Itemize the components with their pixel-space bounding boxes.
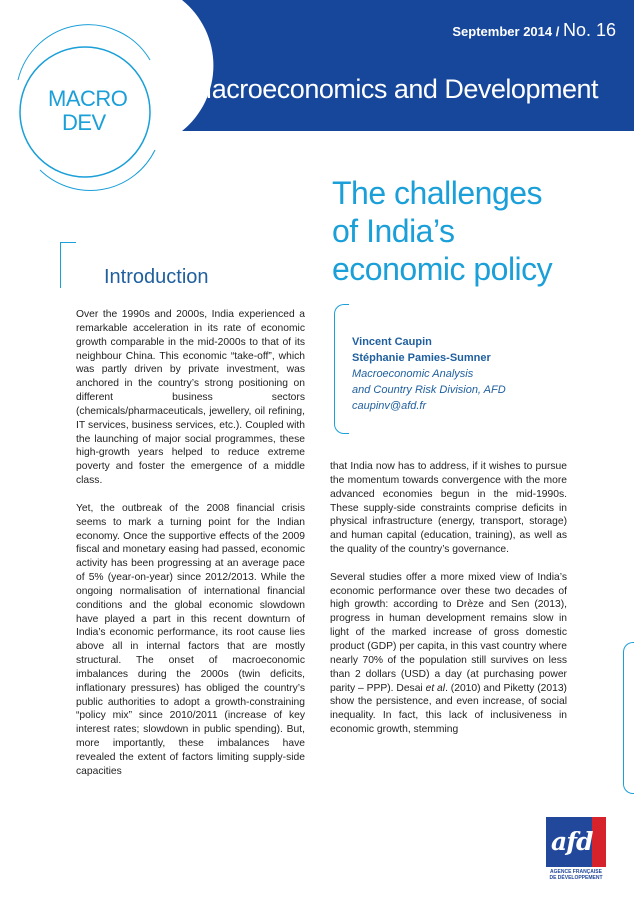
afd-logo	[546, 817, 606, 885]
author-email[interactable]: caupinv@afd.fr	[352, 400, 427, 412]
macrodev-logo-line2: DEV	[62, 110, 106, 135]
afd-caption-line: AGENCE FRANÇAISE	[550, 869, 602, 875]
author-affiliation: Macroeconomic Analysis	[352, 368, 474, 380]
body-paragraph: that India now has to address, if it wishes to pursue the momentum towards convergence with the more advanced economies begun in the mid-1990s. These supply-side constraints comprise deficits in physical infrastructure (energy, transport, storage) and human capital (education, training), as well as the quality of the country’s governance.	[330, 461, 567, 556]
afd-logo-box	[546, 817, 606, 867]
section-heading: Introduction	[104, 266, 209, 288]
author-name: Stéphanie Pamies-Sumner	[352, 352, 491, 364]
afd-logo-red-stripe	[592, 817, 606, 867]
issue-date: September 2014 /	[452, 24, 563, 39]
section-bracket	[60, 242, 76, 288]
author-affiliation: and Country Risk Division, AFD	[352, 384, 506, 396]
right-column	[330, 460, 567, 751]
italic-text: et al	[425, 682, 446, 694]
text-run: . (2010) and Piketty (2013) show the persistence, and even increase, of social inequality. In fact, this lack of inclusiveness in economic growth, stemming	[330, 682, 567, 736]
text-run: Several studies offer a more mixed view of India’s economic performance over these two decades of high growth: according to Drèze and Sen (2013), progress in human development remains slow in light of the marked increase of gross domestic product (GDP) per capita, in this vast country where nearly 70% of the population still survives on less than 2 dollars (USD) a day (at purchasing power parity – PPP). Desai	[330, 571, 567, 694]
afd-logo-caption	[546, 869, 606, 881]
issue-number: No. 16	[562, 20, 616, 40]
page-title: The challenges of India’s economic policy	[332, 175, 553, 287]
author-bracket	[334, 304, 349, 434]
author-block	[352, 334, 506, 414]
series-title: Macroeconomics and Development	[189, 74, 598, 104]
left-column	[76, 308, 305, 793]
logo-arc	[18, 25, 150, 80]
margin-bracket	[623, 642, 634, 794]
body-paragraph	[330, 571, 567, 737]
body-paragraph: Over the 1990s and 2000s, India experienced a remarkable acceleration in its rate of economic growth comparable in the mid-2000s to that of its neighbour China. This economic “take-off”, which was partly driven by private investment, was anchored in the country’s strong positioning on different business sectors (chemicals/pharmaceuticals, jewellery, oil refining, IT services, business services, etc.). Coupled with the launching of major social programmes, these high-growth years helped to reduce extreme poverty and foster the emergence of a middle class.	[76, 309, 305, 487]
afd-logo-letters: afd	[551, 827, 593, 856]
macrodev-logo-line1: MACRO	[48, 86, 128, 111]
body-paragraph: Yet, the outbreak of the 2008 financial crisis seems to mark a turning point for the Indian economy. Once the supportive effects of the 2009 fiscal and monetary easing had passed, economic activity has been progressing at an average pace of 5% (year-on-year) since 2012/2013. While the ongoing normalisation of international financial conditions and the global economic slowdown have played a part in this recent downturn of India’s economic performance, its root cause lies above all in internal factors that are mostly structural. The onset of macroeconomic imbalances during the 2000s (twin deficits, inflationary pressures) has obliged the country’s public authorities to adopt a growth-constraining “policy mix” since 2010/2011 (increase of key interest rates; slowdown in public spending). But, more importantly, these imbalances have revealed the extent of factors limiting supply-side capacities	[76, 502, 305, 777]
issue-info	[452, 20, 616, 41]
afd-caption-line: DE DÉVELOPPEMENT	[549, 875, 603, 881]
author-name: Vincent Caupin	[352, 336, 432, 348]
